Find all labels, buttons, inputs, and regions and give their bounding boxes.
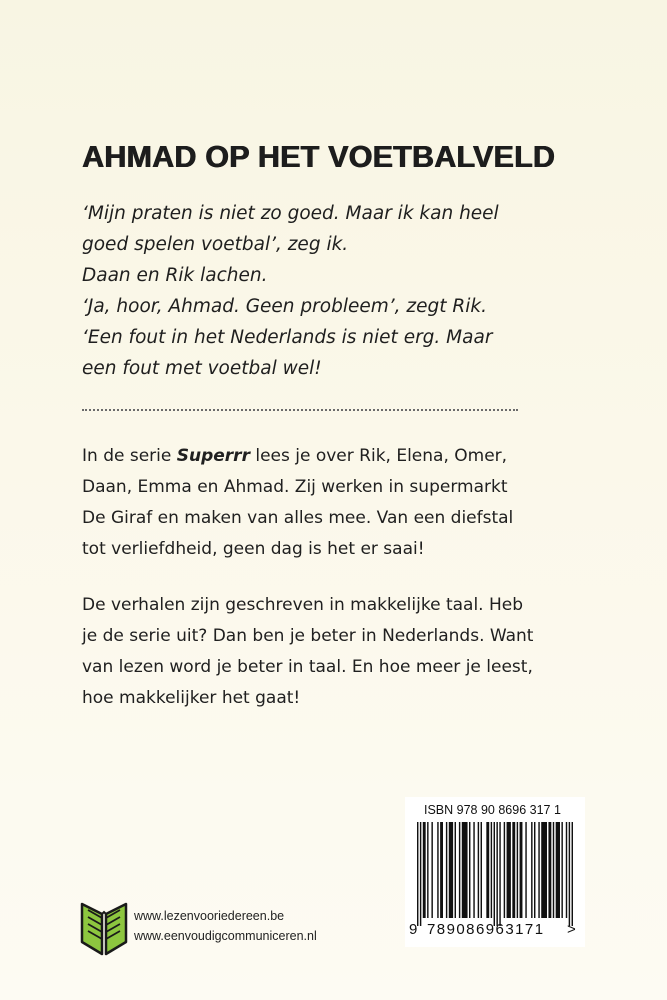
barcode-bar: [473, 822, 474, 918]
quote-line: ‘Ja, hoor, Ahmad. Geen probleem’, zegt Rik.: [82, 296, 487, 317]
description-line: hoe makkelijker het gaat!: [82, 688, 301, 708]
text-segment: In de serie: [82, 446, 177, 466]
barcode-bar: [469, 822, 470, 918]
open-book-logo-icon: [80, 898, 128, 956]
website-link[interactable]: www.eenvoudigcommuniceren.nl: [134, 929, 317, 943]
barcode-bar: [520, 822, 523, 918]
barcode-bar: [507, 822, 511, 918]
barcode-bar: [417, 822, 418, 926]
barcode-bar: [561, 822, 562, 918]
barcode-bar: [462, 822, 468, 918]
description-line: tot verliefdheid, geen dag is het er saai!: [82, 539, 425, 559]
barcode-bar: [437, 822, 438, 918]
barcode-bar: [494, 822, 495, 926]
barcode-bar: [512, 822, 515, 918]
barcode-bar: [541, 822, 547, 918]
series-name: Superrr: [176, 446, 250, 466]
barcode-bar: [525, 822, 526, 918]
book-title: AHMAD OP HET VOETBALVELD: [82, 140, 556, 174]
barcode-bar: [569, 822, 570, 926]
description-line: je de serie uit? Dan ben je beter in Nederlands. Want: [82, 626, 534, 646]
quote-line: ‘Mijn praten is niet zo goed. Maar ik kan heel: [82, 203, 499, 224]
barcode-bar: [431, 822, 432, 918]
barcode-bar: [504, 822, 505, 918]
barcode-bar: [420, 822, 421, 926]
description-line: De Giraf en maken van alles mee. Van een diefstal: [82, 508, 514, 528]
quote-line: goed spelen voetbal’, zeg ik.: [82, 234, 349, 255]
language-description: [82, 590, 602, 714]
description-line: [82, 441, 602, 472]
dotted-divider: [82, 409, 518, 411]
description-line: Daan, Emma en Ahmad. Zij werken in supermarkt: [82, 477, 508, 497]
barcode-bar: [455, 822, 456, 918]
barcode-bar: [496, 822, 497, 926]
series-description: [82, 441, 602, 565]
quote-excerpt: [82, 198, 562, 384]
barcode-bar: [449, 822, 453, 918]
isbn-label: ISBN 978 90 8696 317 1: [424, 803, 561, 817]
description-line: De verhalen zijn geschreven in makkelijke taal. Heb: [82, 595, 524, 615]
barcode-bar: [440, 822, 443, 918]
barcode-bar: [556, 822, 560, 918]
barcode-bar: [423, 822, 426, 918]
barcode-bar: [446, 822, 447, 918]
barcode-bars: [417, 822, 573, 926]
barcode-bar: [548, 822, 551, 918]
barcode-bar: [553, 822, 554, 918]
barcode-bar: [478, 822, 479, 918]
barcode-bar: [499, 822, 500, 926]
barcode-bar: [491, 822, 492, 918]
barcode-bar: [486, 822, 489, 918]
barcode-arrow: >: [567, 921, 576, 938]
barcode-bar: [534, 822, 535, 918]
barcode-bar: [566, 822, 567, 918]
barcode-bar: [459, 822, 460, 918]
barcode-bar: [427, 822, 428, 918]
barcode-bar: [531, 822, 532, 918]
barcode-bar: [481, 822, 482, 918]
barcode-number: 789086963171: [427, 921, 545, 938]
barcode-bar: [517, 822, 518, 918]
quote-line: Daan en Rik lachen.: [82, 265, 268, 286]
isbn-barcode: [405, 797, 585, 947]
website-links: [134, 906, 317, 946]
quote-line: een fout met voetbal wel!: [82, 358, 322, 379]
barcode-bar: [572, 822, 573, 926]
description-line: van lezen word je beter in taal. En hoe meer je leest,: [82, 657, 533, 677]
barcode-bar: [538, 822, 539, 918]
barcode-first-digit: 9: [409, 921, 418, 938]
text-segment: lees je over Rik, Elena, Omer,: [249, 446, 508, 466]
website-link[interactable]: www.lezenvooriedereen.be: [134, 909, 285, 923]
quote-line: ‘Een fout in het Nederlands is niet erg. Maar: [82, 327, 493, 348]
